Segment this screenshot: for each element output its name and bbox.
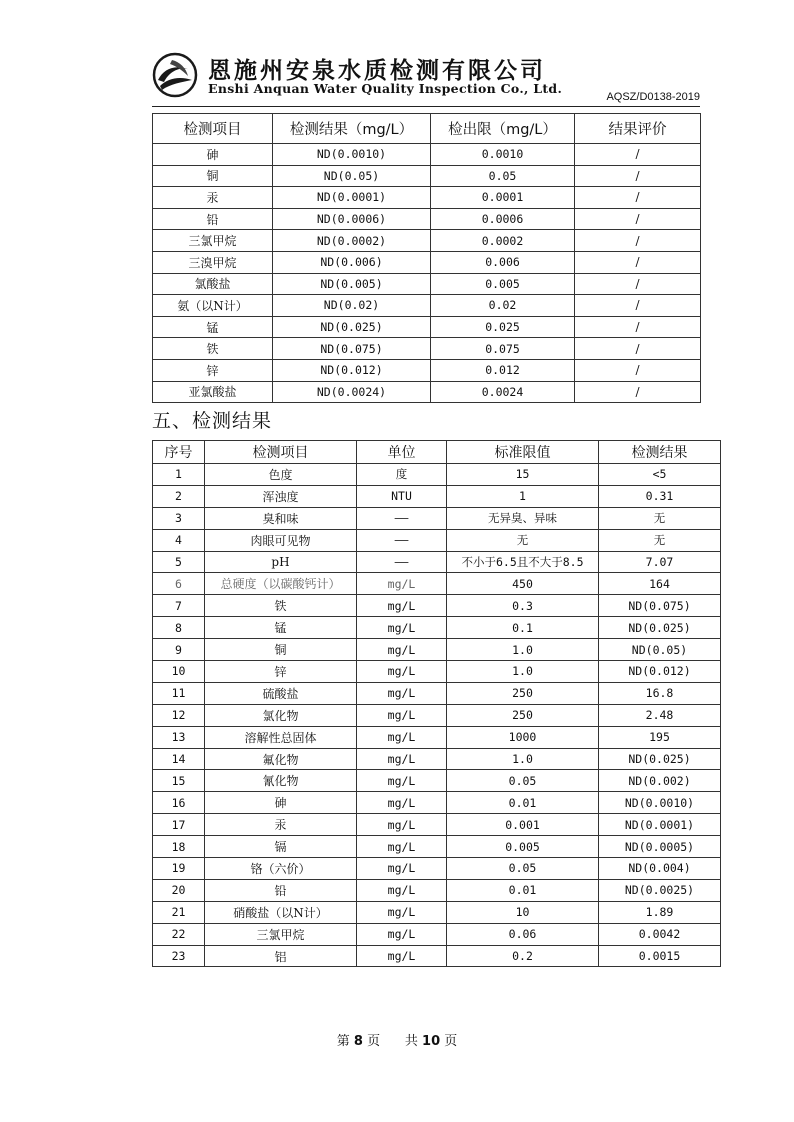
table-cell: 4: [153, 529, 205, 551]
table-cell: 1: [447, 485, 599, 507]
table-row: [153, 726, 721, 748]
table-cell: 汞: [205, 814, 357, 836]
table-cell: 15: [447, 464, 599, 486]
table-cell: mg/L: [357, 836, 447, 858]
table-cell: 15: [153, 770, 205, 792]
table-cell: /: [575, 208, 701, 230]
table-row: [153, 573, 721, 595]
company-logo-icon: [152, 52, 198, 98]
table-cell: 0.075: [431, 338, 575, 360]
table-cell: 0.02: [431, 295, 575, 317]
total-prefix: 共: [404, 1034, 418, 1049]
table-cell: /: [575, 316, 701, 338]
page-unit: 页: [367, 1034, 381, 1049]
table-cell: 16: [153, 792, 205, 814]
table-cell: 0.0002: [431, 230, 575, 252]
table-cell: 8: [153, 617, 205, 639]
table-cell: ND(0.025): [599, 617, 721, 639]
table-header-row: [153, 114, 701, 144]
table-row: [153, 251, 701, 273]
table-cell: 亚氯酸盐: [153, 381, 273, 403]
section-title: 五、检测结果: [152, 410, 273, 432]
table-cell: /: [575, 381, 701, 403]
table-cell: ND(0.075): [273, 338, 431, 360]
table-cell: 10: [447, 901, 599, 923]
table-cell: 铬（六价）: [205, 858, 357, 880]
table-cell: 0.06: [447, 923, 599, 945]
column-header: 检测结果: [599, 441, 721, 464]
table-cell: 0.2: [447, 945, 599, 967]
table-header-row: [153, 441, 721, 464]
table-cell: 23: [153, 945, 205, 967]
table-cell: 三氯甲烷: [153, 230, 273, 252]
table-cell: /: [575, 230, 701, 252]
table-cell: 3: [153, 507, 205, 529]
table-cell: pH: [205, 551, 357, 573]
table-row: [153, 295, 701, 317]
table-cell: 0.001: [447, 814, 599, 836]
table-cell: mg/L: [357, 858, 447, 880]
table-cell: mg/L: [357, 792, 447, 814]
table-cell: NTU: [357, 485, 447, 507]
table-cell: 0.1: [447, 617, 599, 639]
table-cell: ND(0.0010): [273, 144, 431, 166]
table-cell: 砷: [153, 144, 273, 166]
table-row: [153, 273, 701, 295]
table-cell: mg/L: [357, 814, 447, 836]
table-cell: 度: [357, 464, 447, 486]
column-header: 序号: [153, 441, 205, 464]
header-divider: [152, 106, 700, 107]
table-cell: 浑浊度: [205, 485, 357, 507]
table-row: [153, 529, 721, 551]
table-row: [153, 923, 721, 945]
table-cell: ND(0.0002): [273, 230, 431, 252]
table-cell: 肉眼可见物: [205, 529, 357, 551]
table-cell: 氨（以N计）: [153, 295, 273, 317]
table-cell: 0.31: [599, 485, 721, 507]
table-cell: mg/L: [357, 923, 447, 945]
table-row: [153, 338, 701, 360]
detection-limit-table: [152, 113, 701, 403]
table-cell: /: [575, 165, 701, 187]
table-cell: ND(0.025): [273, 316, 431, 338]
table-cell: 汞: [153, 187, 273, 209]
column-header: 单位: [357, 441, 447, 464]
table-cell: 164: [599, 573, 721, 595]
table-cell: ND(0.02): [273, 295, 431, 317]
table-cell: 12: [153, 704, 205, 726]
table-cell: ND(0.002): [599, 770, 721, 792]
column-header: 检出限（mg/L）: [431, 114, 575, 144]
table-cell: mg/L: [357, 704, 447, 726]
table-cell: 无: [447, 529, 599, 551]
table-cell: /: [575, 187, 701, 209]
table-cell: 三氯甲烷: [205, 923, 357, 945]
table-cell: 0.0001: [431, 187, 575, 209]
table-cell: 5: [153, 551, 205, 573]
table-cell: 195: [599, 726, 721, 748]
table-cell: ND(0.075): [599, 595, 721, 617]
table-row: [153, 770, 721, 792]
test-results-table: [152, 440, 721, 967]
table-cell: <5: [599, 464, 721, 486]
table-cell: 氯化物: [205, 704, 357, 726]
total-unit: 页: [444, 1034, 458, 1049]
table-cell: 0.0024: [431, 381, 575, 403]
table-cell: 无异臭、异味: [447, 507, 599, 529]
table-cell: 9: [153, 639, 205, 661]
table-row: [153, 945, 721, 967]
table-cell: 1.0: [447, 748, 599, 770]
table-cell: ND(0.0005): [599, 836, 721, 858]
table-cell: ND(0.006): [273, 251, 431, 273]
table-cell: 镉: [205, 836, 357, 858]
page-prefix: 第: [336, 1034, 350, 1049]
table-cell: ND(0.05): [599, 639, 721, 661]
table-cell: 10: [153, 661, 205, 683]
table-cell: mg/L: [357, 945, 447, 967]
table-cell: mg/L: [357, 726, 447, 748]
table-row: [153, 792, 721, 814]
table-cell: ND(0.005): [273, 273, 431, 295]
table-row: [153, 230, 701, 252]
table-cell: 不小于6.5且不大于8.5: [447, 551, 599, 573]
table-cell: 0.005: [431, 273, 575, 295]
table-cell: 0.005: [447, 836, 599, 858]
column-header: 标准限值: [447, 441, 599, 464]
table-cell: 250: [447, 704, 599, 726]
table-cell: 450: [447, 573, 599, 595]
table-cell: 0.05: [447, 770, 599, 792]
table-cell: ND(0.0024): [273, 381, 431, 403]
table-cell: ND(0.0010): [599, 792, 721, 814]
column-header: 检测项目: [153, 114, 273, 144]
table-cell: mg/L: [357, 639, 447, 661]
table-cell: 1.89: [599, 901, 721, 923]
table-row: [153, 748, 721, 770]
table-cell: 14: [153, 748, 205, 770]
table-row: [153, 208, 701, 230]
table-cell: 1: [153, 464, 205, 486]
table-row: [153, 381, 701, 403]
table-cell: 7: [153, 595, 205, 617]
table-row: [153, 901, 721, 923]
table-cell: 19: [153, 858, 205, 880]
table-cell: 6: [153, 573, 205, 595]
table-cell: 0.006: [431, 251, 575, 273]
table-cell: 0.025: [431, 316, 575, 338]
table-row: [153, 464, 721, 486]
table-cell: ND(0.05): [273, 165, 431, 187]
company-name-en: Enshi Anquan Water Quality Inspection Co., Ltd.: [208, 81, 563, 96]
table-cell: 硝酸盐（以N计）: [205, 901, 357, 923]
company-name-cn: 恩施州安泉水质检测有限公司: [208, 58, 546, 84]
table-row: [153, 485, 721, 507]
table-cell: mg/L: [357, 748, 447, 770]
table-cell: 总硬度（以碳酸钙计）: [205, 573, 357, 595]
table-row: [153, 661, 721, 683]
table-cell: mg/L: [357, 595, 447, 617]
table-cell: 13: [153, 726, 205, 748]
table-cell: 锌: [153, 359, 273, 381]
table-cell: mg/L: [357, 770, 447, 792]
table-cell: 11: [153, 682, 205, 704]
table-cell: 1000: [447, 726, 599, 748]
table-cell: 1.0: [447, 661, 599, 683]
table-cell: 2.48: [599, 704, 721, 726]
page-footer: [0, 1030, 794, 1049]
table-cell: 0.3: [447, 595, 599, 617]
table-cell: 0.0010: [431, 144, 575, 166]
table-cell: 氟化物: [205, 748, 357, 770]
table-cell: 20: [153, 879, 205, 901]
table-row: [153, 639, 721, 661]
table-cell: 铁: [153, 338, 273, 360]
table-cell: 0.0042: [599, 923, 721, 945]
table-row: [153, 187, 701, 209]
table-row: [153, 359, 701, 381]
table-row: [153, 507, 721, 529]
table-row: [153, 595, 721, 617]
table-cell: 22: [153, 923, 205, 945]
table-cell: 砷: [205, 792, 357, 814]
table-cell: 0.05: [447, 858, 599, 880]
report-header: [152, 48, 700, 106]
table-cell: /: [575, 251, 701, 273]
table-cell: 0.0015: [599, 945, 721, 967]
table-row: [153, 551, 721, 573]
table-cell: ND(0.0025): [599, 879, 721, 901]
table-cell: 0.0006: [431, 208, 575, 230]
column-header: 检测项目: [205, 441, 357, 464]
table-cell: 铝: [205, 945, 357, 967]
table-cell: /: [575, 273, 701, 295]
table-row: [153, 165, 701, 187]
table-cell: 锰: [205, 617, 357, 639]
table-cell: /: [575, 144, 701, 166]
table-cell: 硫酸盐: [205, 682, 357, 704]
column-header: 检测结果（mg/L）: [273, 114, 431, 144]
table-cell: 三溴甲烷: [153, 251, 273, 273]
table-cell: 18: [153, 836, 205, 858]
table-cell: 16.8: [599, 682, 721, 704]
table-cell: ND(0.0001): [599, 814, 721, 836]
table-cell: ND(0.0001): [273, 187, 431, 209]
table-cell: 无: [599, 529, 721, 551]
column-header: 结果评价: [575, 114, 701, 144]
table-cell: ——: [357, 507, 447, 529]
table-cell: mg/L: [357, 617, 447, 639]
table-cell: mg/L: [357, 879, 447, 901]
table-cell: ND(0.025): [599, 748, 721, 770]
table-cell: 臭和味: [205, 507, 357, 529]
table-cell: 溶解性总固体: [205, 726, 357, 748]
table-cell: 铜: [153, 165, 273, 187]
table-cell: 锌: [205, 661, 357, 683]
table-cell: 2: [153, 485, 205, 507]
table-row: [153, 836, 721, 858]
table-row: [153, 704, 721, 726]
table-cell: 7.07: [599, 551, 721, 573]
table-cell: ——: [357, 551, 447, 573]
table-row: [153, 682, 721, 704]
page-current: 8: [353, 1034, 363, 1049]
table-cell: ND(0.012): [599, 661, 721, 683]
table-cell: 铜: [205, 639, 357, 661]
table-row: [153, 144, 701, 166]
table-cell: /: [575, 359, 701, 381]
document-code: AQSZ/D0138-2019: [606, 91, 700, 103]
table-row: [153, 858, 721, 880]
table-cell: 铁: [205, 595, 357, 617]
table-cell: /: [575, 338, 701, 360]
table-cell: 21: [153, 901, 205, 923]
page-total: 10: [422, 1034, 441, 1049]
table-row: [153, 316, 701, 338]
table-cell: 1.0: [447, 639, 599, 661]
table-cell: /: [575, 295, 701, 317]
table-cell: 色度: [205, 464, 357, 486]
table-cell: 锰: [153, 316, 273, 338]
table-cell: 17: [153, 814, 205, 836]
table-row: [153, 617, 721, 639]
table-cell: 氯酸盐: [153, 273, 273, 295]
table-cell: 250: [447, 682, 599, 704]
table-row: [153, 879, 721, 901]
table-cell: 铅: [153, 208, 273, 230]
table-cell: ND(0.0006): [273, 208, 431, 230]
table-cell: ND(0.012): [273, 359, 431, 381]
table-cell: 氰化物: [205, 770, 357, 792]
table-cell: mg/L: [357, 573, 447, 595]
table-cell: 铅: [205, 879, 357, 901]
table-cell: mg/L: [357, 682, 447, 704]
table-cell: ND(0.004): [599, 858, 721, 880]
table-cell: 0.01: [447, 879, 599, 901]
table-cell: ——: [357, 529, 447, 551]
table-cell: 0.01: [447, 792, 599, 814]
table-row: [153, 814, 721, 836]
table-cell: mg/L: [357, 661, 447, 683]
table-cell: mg/L: [357, 901, 447, 923]
table-cell: 0.05: [431, 165, 575, 187]
table-cell: 无: [599, 507, 721, 529]
table-cell: 0.012: [431, 359, 575, 381]
